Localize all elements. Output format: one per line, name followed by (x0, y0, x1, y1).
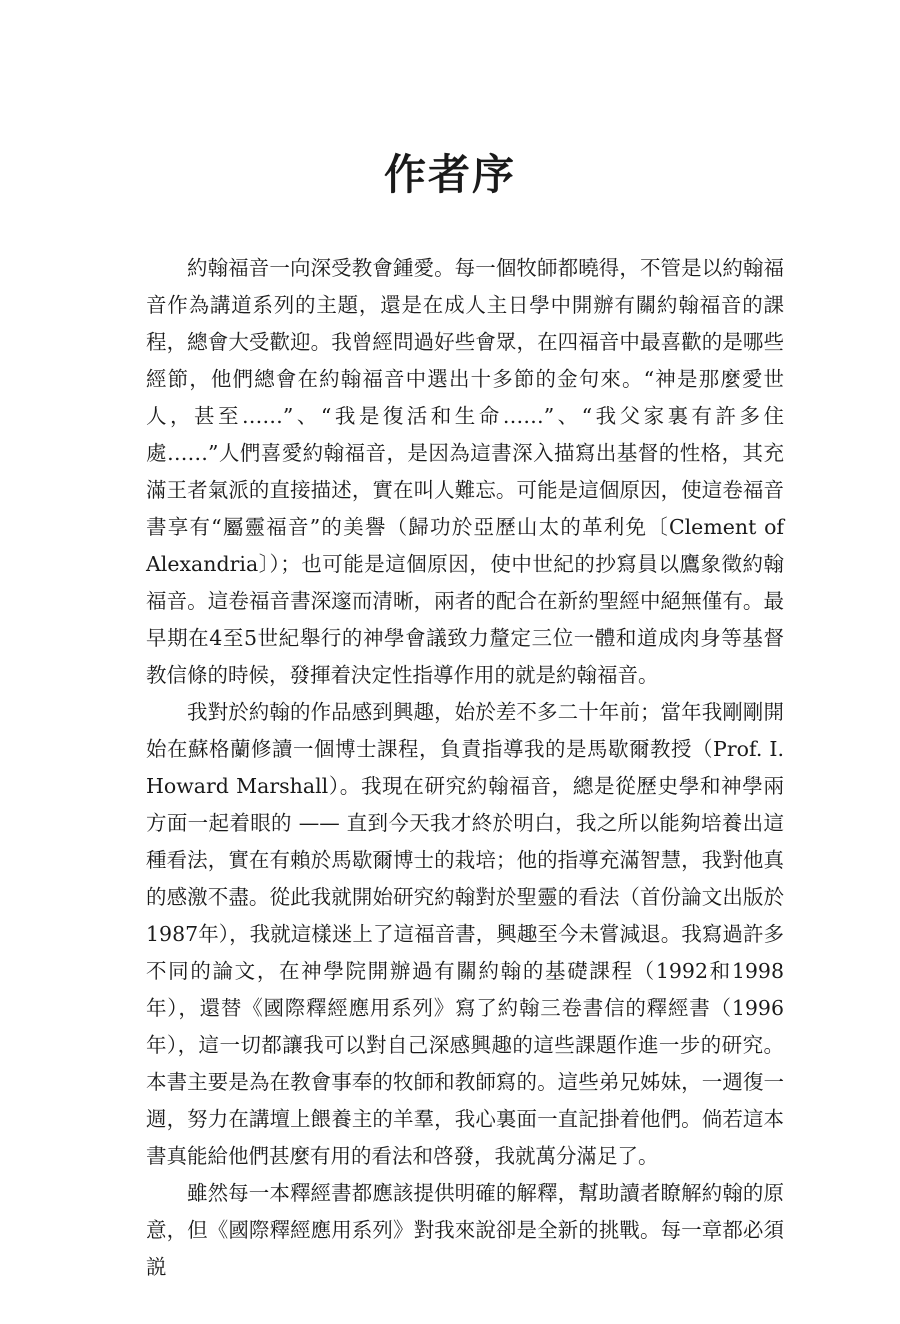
paragraph-1: 約翰福音一向深受教會鍾愛。每一個牧師都曉得，不管是以約翰福音作為講道系列的主題，還是在成人主日學中開辦有關約翰福音的課程，總會大受歡迎。我曾經問過好些會眾，在四福音中最喜歡的是哪些經節，他們總會在約翰福音中選出十多節的金句來。“神是那麼愛世人，甚至……”、“我是復活和生命……”、“我父家裏有許多住處……”人們喜愛約翰福音，是因為這書深入描寫出基督的性格，其充滿王者氣派的直接描述，實在叫人難忘。可能是這個原因，使這卷福音書享有“屬靈福音”的美譽（歸功於亞歷山太的革利免〔Clement of Alexandria〕）；也可能是這個原因，使中世紀的抄寫員以鷹象徵約翰福音。這卷福音書深邃而清晰，兩者的配合在新約聖經中絕無僅有。最早期在4至5世紀舉行的神學會議致力釐定三位一體和道成肉身等基督教信條的時候，發揮着決定性指導作用的就是約翰福音。 (146, 256, 784, 687)
preface-body (146, 250, 784, 1286)
page-title: 作者序 (383, 150, 516, 199)
paragraph-3: 雖然每一本釋經書都應該提供明確的解釋，幫助讀者瞭解約翰的原意，但《國際釋經應用系列》對我來說卻是全新的挑戰。每一章都必須説 (146, 1181, 784, 1279)
paragraph-2: 我對於約翰的作品感到興趣，始於差不多二十年前；當年我剛剛開始在蘇格蘭修讀一個博士課程，負責指導我的是馬歇爾教授（Prof. I. Howard Marshall）。我現在研究約翰福音，總是從歷史學和神學兩方面一起着眼的 —— 直到今天我才終於明白，我之所以能夠培養出這種看法，實在有賴於馬歇爾博士的栽培；他的指導充滿智慧，我對他真的感激不盡。從此我就開始研究約翰對於聖靈的看法（首份論文出版於1987年），我就這樣迷上了這福音書，興趣至今未嘗減退。我寫過許多不同的論文，在神學院開辦過有關約翰的基礎課程（1992和1998年），還替《國際釋經應用系列》寫了約翰三卷書信的釋經書（1996年），這一切都讓我可以對自己深感興趣的這些課題作進一步的研究。本書主要是為在教會事奉的牧師和教師寫的。這些弟兄姊妹，一週復一週，努力在講壇上餵養主的羊羣，我心裏面一直記掛着他們。倘若這本書真能給他們甚麼有用的看法和啓發，我就萬分滿足了。 (146, 700, 784, 1168)
